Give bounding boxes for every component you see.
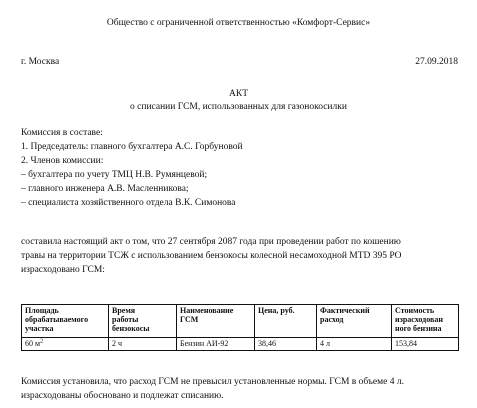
cell-consumption: 4 л — [317, 338, 392, 351]
body-line: травы на территории ТСЖ с использованием бензокосы колесной несамоходной MTD 395 PO — [21, 251, 402, 261]
commission-line: 1. Председатель: главного бухгалтера А.С. Горбуновой — [21, 142, 243, 152]
commission-line: – бухгалтера по учету ТМЦ Н.В. Румянцевой; — [21, 170, 208, 180]
cell-area: 60 $м^2$ — [22, 338, 109, 351]
commission-line: Комиссия в составе: — [21, 128, 103, 138]
table-row — [22, 338, 459, 351]
cell-fuel: Бензин АИ-92 — [177, 338, 255, 351]
commission-line: – главного инженера А.В. Масленникова; — [21, 184, 189, 194]
header-cost: Стоимость израсходован ного бензина — [392, 305, 459, 338]
header-fuel: Наименование ГСМ — [177, 305, 255, 338]
body-line: составила настоящий акт о том, что 27 сентября 2087 года при проведении работ по кошению — [21, 237, 401, 247]
city: г. Москва — [21, 57, 60, 67]
conclusion-line: израсходованы обосновано и подлежат списанию. — [21, 391, 224, 401]
document-date: 27.09.2018 — [415, 57, 458, 67]
commission-line: – специалиста хозяйственного отдела В.К. Симонова — [21, 198, 236, 208]
fuel-table — [21, 304, 459, 351]
body-line: израсходовано ГСМ: — [21, 265, 105, 275]
document-title: АКТ — [229, 89, 248, 99]
cell-time: 2 ч — [109, 338, 177, 351]
document-subtitle: о списании ГСМ, использованных для газонокосилки — [130, 102, 347, 112]
cell-price: 38,46 — [255, 338, 317, 351]
cell-cost: 153,84 — [392, 338, 459, 351]
table-header-row — [22, 305, 459, 338]
conclusion-line: Комиссия установила, что расход ГСМ не превысил установленные нормы. ГСМ в объеме 4 л. — [21, 377, 404, 387]
organization-header: Общество с ограниченной ответственностью «Комфорт-Сервис» — [106, 18, 371, 28]
header-price: Цена, руб. — [255, 305, 317, 338]
header-consumption: Фактический расход — [317, 305, 392, 338]
header-time: Время работы бензокосы — [109, 305, 177, 338]
commission-line: 2. Членов комиссии: — [21, 156, 104, 166]
header-area: Площадь обрабатываемого участка — [22, 305, 109, 338]
